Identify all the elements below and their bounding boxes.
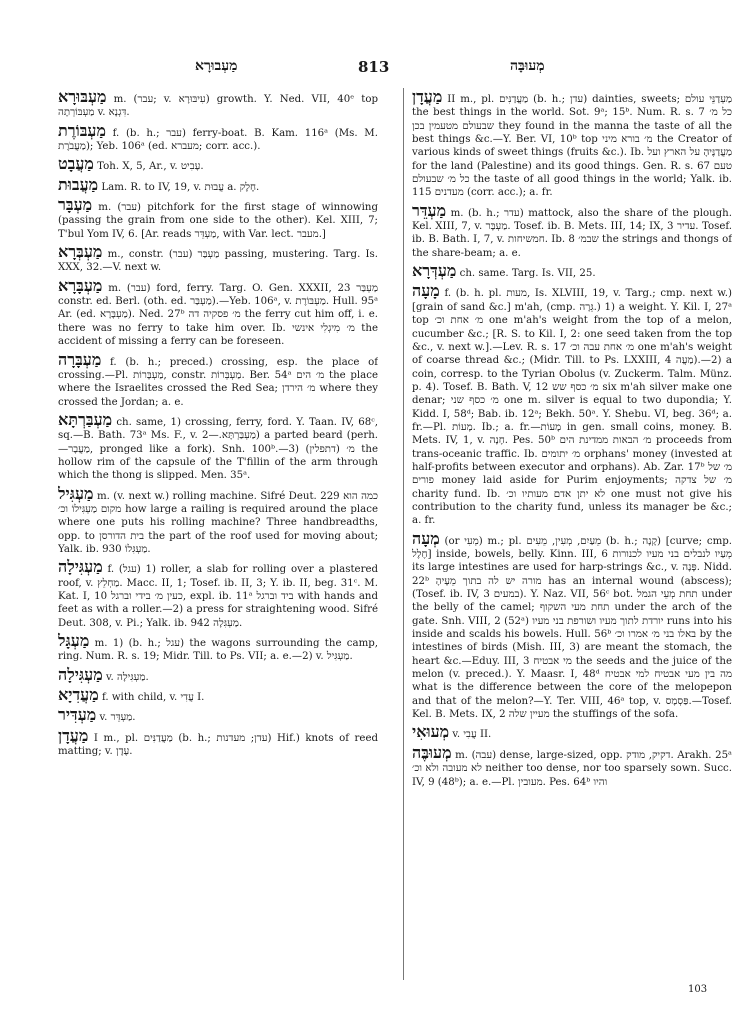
entry-headword: מַעְבּוֹרֶת xyxy=(58,120,106,140)
entry-headword: מַעְדִּיר xyxy=(58,705,97,725)
entry-definition: m. (b. h.; עדר) mattock, also the share of the plough. Kel. XIII, 7, v. מַעְבָּר. Tosef. ib. B. Mets. III, 14; IX, 3 עדיר. Tosef. ib. B. Bath. I, 7, v. חמשיחות. Ib. 8 שבמ׳ the strings and thongs of the share-beam; a. e. xyxy=(412,207,732,259)
entry-headword: מַעֲדִיָא xyxy=(58,685,99,705)
dictionary-entry xyxy=(58,725,378,759)
entry-headword: מְעוּבֶּה xyxy=(412,742,452,762)
right-column xyxy=(412,90,732,985)
entry-headword: מַעְגִּילָה xyxy=(58,664,103,684)
dictionary-entry xyxy=(58,685,378,705)
dictionary-entry xyxy=(58,631,378,664)
entry-definition: m. 1) (b. h.; עגל) the wagons surrounding the camp, ring. Num. R. s. 19; Midr. Till. to Ps. VII; a. e.—2) v. מַעְגִּיל. xyxy=(58,638,378,663)
entry-headword: מְעוּאִי xyxy=(412,722,450,742)
entry-headword: מַעֲבָט xyxy=(58,154,94,174)
entry-definition: m. (עבר) pitchfork for the first stage of winnowing (passing the grain from one side to the other). Kel. XIII, 7; T'bul Yom IV, 6. [Ar. reads מַעְדֵּר, with Var. lect. מעבר.] xyxy=(58,202,378,240)
entry-definition: m. (עבר; v. עִיבּוּרָא) growth. Y. Ned. VII, 40ᵉ top מַעְבּוֹרְתָה v. דִּגְנָא. xyxy=(58,94,378,119)
entry-headword: מַעְבַּרְתָּא xyxy=(58,409,113,429)
dictionary-entry xyxy=(412,90,732,200)
dictionary-entry xyxy=(412,528,732,722)
entry-definition: m. (v. next w.) rolling machine. Sifré Deut. 229 כמה הוא מקום מַעְגִּילוֹ וכ׳ how large a railing is required around the place where one puts his rolling machine? Three handbreadths, opp. to בית הדורסן the part of the roof used for moving about; Yalk. ib. 930 מַעְגִּלוֹ. xyxy=(58,490,378,555)
entry-definition: Toh. X, 5, Ar., v. עָבִיט. xyxy=(97,161,204,173)
entry-headword: מַעְבָּרָה xyxy=(58,349,102,369)
entry-definition: I m., pl. מַעֲדַנִּים (b. h.; עדן; מעדנות) Hif.) knots of reed matting; v. עֶדֶן. xyxy=(58,732,378,758)
column-divider xyxy=(403,88,404,980)
dictionary-entry xyxy=(58,557,378,630)
entry-definition: ch. same, 1) crossing, ferry, ford. Y. Taan. IV, 68ᶜ, sq.—B. Bath. 73ᵃ Ms. F., v. מַעְבַּרְתָּא.—2) a parted beard (perh.—מַעֲבָר, pronged like a fork). Snh. 100ᵇ.—3) (דתפלין) מ׳ the hollow rim of the capsule of the T'fillin of the arm through which the thong is slipped. Men. 35ᵃ. xyxy=(58,416,378,482)
dictionary-entry xyxy=(58,120,378,154)
entry-headword: מַעְבְּרָא xyxy=(58,242,103,262)
dictionary-entry xyxy=(58,90,378,120)
entry-headword: מַעֲבוּת xyxy=(58,174,99,194)
entry-definition: v. מַעְגִּילָה. xyxy=(105,671,149,683)
entry-headword: מַעְבָּר xyxy=(58,195,93,215)
dictionary-entry xyxy=(58,705,378,725)
entry-headword: מְעָה xyxy=(412,528,440,548)
entry-headword: מָעָה xyxy=(412,281,440,301)
dictionary-entry xyxy=(58,664,378,684)
entry-definition: f. (b. h.; עבר) ferry-boat. B. Kam. 116ᵃ (Ms. M. מַעֲבֹרֶת); Yeb. 106ᵃ (ed. מעברא; corr. acc.). xyxy=(58,127,378,153)
page-number: 813 xyxy=(358,58,390,76)
signature-mark: 103 xyxy=(688,984,708,995)
entry-headword: מַעֲדָן xyxy=(412,90,443,106)
dictionary-entry xyxy=(412,722,732,742)
entry-definition: f. (b. h. pl. מעות, Is. XLVIII, 19, v. Targ.; cmp. next w.) [grain of sand &c.] m'ah, (cmp. גֵּרָה.) 1) a weight. Y. Kil. I, 27ᵃ top מ׳ אחת וכ׳ one m'ah's weight from the top of a melon, cucumber &c.; [R. S. to Kil. I, 2: one seed taken from the top &c., v. next w.].—Lev. R. s. 17 מ׳ אחת עבה וכ׳ one m'ah's weight of coarse thread &c.; (Midr. Till. to Ps. LXXIII, 4 מַעֲה).—2) a coin, corresp. to the Tyrian Obolus (v. Zuckerm. Talm. Münz. p. 4). Tosef. B. Bath. V, 12 מ׳ כסף שש six m'ah silver make one denar; מ׳ כסף שני one m. silver is equal to two dupondia; Y. Kidd. I, 58ᵈ; Bab. ib. 12ᵃ; Bekh. 50ᵃ. Y. Shebu. VI, beg. 36ᵈ; a. fr.—Pl. מָעוֹת. Ib.; a. fr.—מָעוֹת in gen. small coins, money. B. Mets. IV, 1, v. חָנָה. Pes. 50ᵇ מ׳ הבאות ממדינת הים proceeds from trans-oceanic traffic. Ib. מ׳ יתומים orphans' money (invested at half-profits between executor and orphans). Ab. Zar. 17ᵇ מ׳ של פורים money laid aside for Purim enjoyments; מ׳ של צדקה charity fund. Ib. לא יתן אדם מעותיו וכ׳ one must not give his contribution to the charity fund, unless its manager be &c.; a. fr. xyxy=(412,288,732,527)
entry-definition: II m., pl. מַעֲדַנִּים (b. h.; עדן) dainties, sweets; מַעְדַנֵּי עולם the best things in the world. Sot. 9ᵃ; 15ᵇ. Num. R. s. 7 כל מ׳ שבעולם מטעמין בכן they found in the manna the taste of all the best things &c.—Y. Ber. VI, 10ᵇ top מ׳ בורא מיני the Creator of various kinds of sweet things (fruits &c.). Ib. מַעֲדַנֶּיהָ על הארץ ועל for the land (Palestine) and its good things. Gen. R. s. 67 טעם כל מ׳ שבעולם the taste of all good things in the world; Yalk. ib. 115 מעדנים (corr. acc.); a. fr. xyxy=(412,94,732,199)
entry-definition: Lam. R. to IV, 19, v. עֲבוּת a. חֶלֶק. xyxy=(101,181,260,193)
header-right-guideword: מְעוּבָּה xyxy=(510,58,545,74)
entry-headword: מַעְבּוּרָא xyxy=(58,90,107,106)
entry-definition: m. (עבה) dense, large-sized, opp. דקיק, מודק. Arakh. 25ᵃ לא מעובה ולא וכ׳ neither too dense, nor too sparsely sown. Succ. IV, 9 (48ᵇ); a. e.—Pl. מעובין. Pes. 64ᵇ והיו xyxy=(412,749,732,788)
entry-headword: מַעְגִּילָה xyxy=(58,557,103,577)
dictionary-entry xyxy=(58,242,378,275)
entry-definition: v. מַעְדֵּר. xyxy=(99,712,136,724)
left-column xyxy=(58,90,378,985)
dictionary-entry xyxy=(58,195,378,241)
dictionary-entry xyxy=(58,275,378,349)
entry-headword: מַעְדֵּר xyxy=(412,200,447,220)
dictionary-entry xyxy=(412,261,732,281)
entry-definition: m. (עבר) ford, ferry. Targ. O. Gen. XXXII, 23 מַעְבַּר constr. ed. Berl. (oth. ed. מַעְבַּר).—Yeb. 106ᵃ, v. מַעְבּוֹרֶת. Hull. 95ᵃ Ar. (ed. מַעְבָּרָא). Ned. 27ᵇ מ׳ פסקיה דה the ferry cut him off, i. e. there was no ferry to take him over. Ib. מ׳ מִיגְלִי אינשי the accident of missing a ferry can be foreseen. xyxy=(58,282,378,348)
header-left-guideword: מַעְבוּרָא xyxy=(195,58,238,74)
entry-headword: מַעְגָּל xyxy=(58,631,90,651)
entry-definition: f. (עגל) 1) roller, a slab for rolling over a plastered roof, v. מַחְלֵץ. Macc. II, 1; Tosef. ib. II, 3; Y. ib. II, beg. 31ᶜ. M. Kat. I, 10 כעין מ׳ בידי וברגל, expl. ib. 11ᵃ ביד וברגל with hands and feet as with a roller.—2) a press for straightening wood. Sifré Deut. 308, v. Pi.; Yalk. ib. 942 מַעְגִּלָה. xyxy=(58,564,378,629)
entry-definition: (or מְעִי) m.; pl. מֵעַיִם, מְעִין, מֵעִים (b. h.; קָנָה) [curve; cmp. חֶלֶל] inside, bowels, belly. Kinn. III, 6 מְעַיו לנבלים בני מעיו לכנורות its large intestines are used for harp-strings &c., v. פָּנָה. Nidd. 22ᵇ מורה יש לה בתוך מֵעֶיהָ has an internal wound (abscess); (Tosef. ib. IV, 3 במעים). Y. Naz. VII, 56ᶜ bot. תחת מְעֵי הגמל under the belly of the camel; תחת מעי השקוף under the arch of the gate. Snh. VIII, 2 (52ᵃ) יורדת לתוך מעיו ושורפת בני מעיו runs into his inside and scalds his bowels. Hull. 56ᵇ באלו בני מ׳ אמרו וכ׳ by the intestines of birds (Mish. III, 3) are meant the stomach, the heart &c.—Eduy. III, 3 מי אבטיח the seeds and the juice of the melon (v. preced.). Y. Maasr. I, 48ᵈ מה בין מעי אבטיח למי אבטיח what is the difference between the core of the melopepon and that of the melon?—Y. Ter. VIII, 46ᵃ top, v. פַּסְמָס.—Tosef. Kel. B. Mets. IX, 2 מעיין שלה the stuffings of the sofa. xyxy=(412,535,732,721)
dictionary-entry xyxy=(58,154,378,174)
entry-definition: f. with child, v. עֲדִי I. xyxy=(101,692,205,704)
entry-definition: m., constr. מַעְבַּר (עבר) passing, mustering. Targ. Is. XXX, 32.—V. next w. xyxy=(58,249,378,274)
entry-headword: מַעְדְּרָא xyxy=(412,261,457,281)
entry-definition: f. (b. h.; preced.) crossing, esp. the place of crossing.—Pl. מַעְבָּרוֹת, constr. מַעְבְּרוֹת. Ber. 54ᵃ מ׳ הים the place where the Israelites crossed the Red Sea; מ׳ הירדן where they crossed the Jordan; a. e. xyxy=(58,356,378,408)
entry-headword: מַעְבָּרָא xyxy=(58,275,103,295)
dictionary-entry xyxy=(58,483,378,557)
dictionary-entry xyxy=(58,349,378,409)
dictionary-entry xyxy=(412,281,732,527)
entry-definition: v. עֲבִי II. xyxy=(452,729,492,741)
entry-headword: מַעְגִּיל xyxy=(58,483,94,503)
dictionary-entry xyxy=(58,409,378,483)
dictionary-entry xyxy=(58,174,378,194)
entry-headword: מַעֲדָן xyxy=(58,725,89,745)
entry-definition: ch. same. Targ. Is. VII, 25. xyxy=(459,268,596,280)
running-header xyxy=(0,58,750,82)
dictionary-entry xyxy=(412,200,732,260)
dictionary-entry xyxy=(412,742,732,789)
